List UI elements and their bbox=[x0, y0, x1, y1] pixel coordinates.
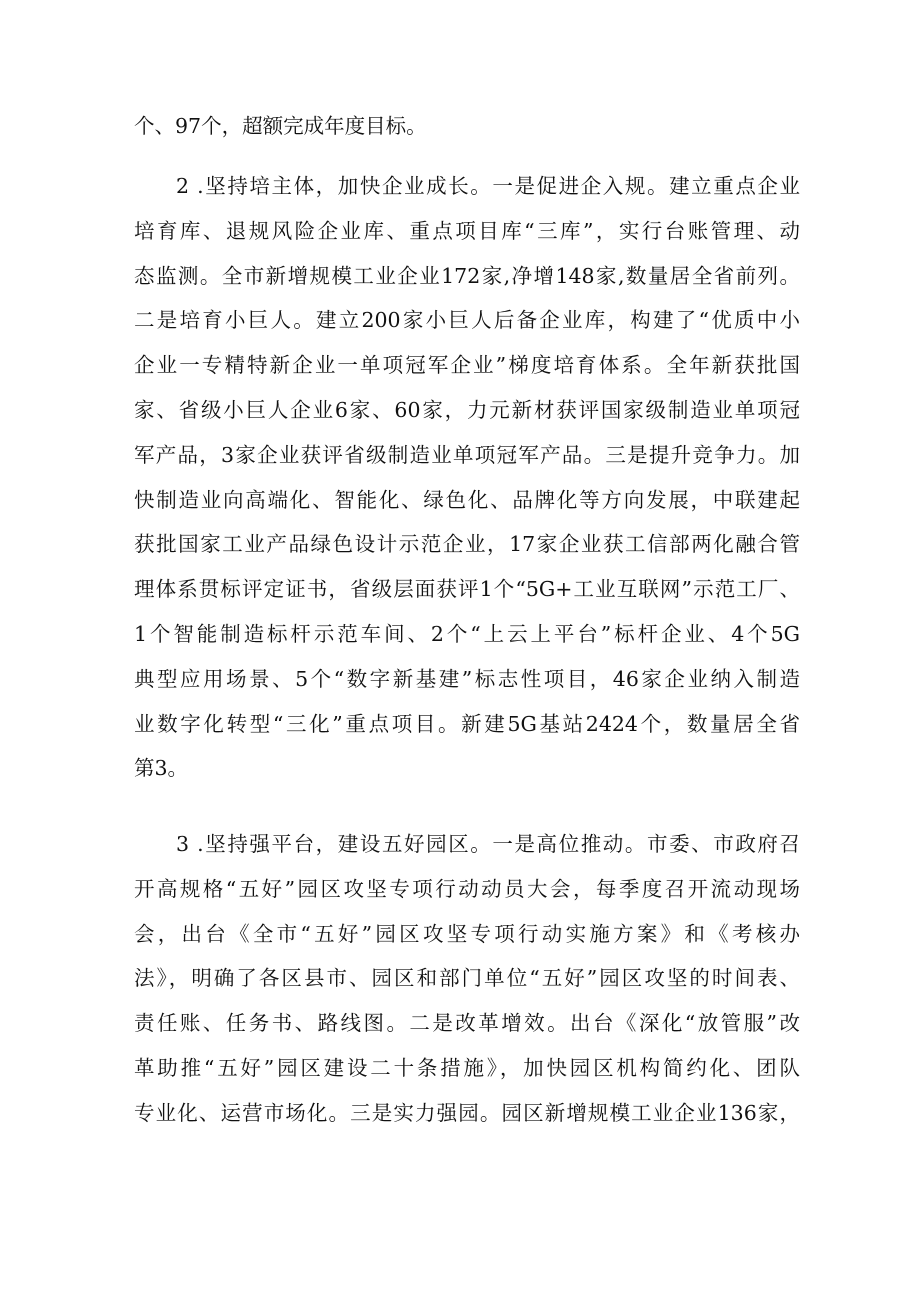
paragraph-enterprise-growth bbox=[134, 164, 800, 791]
text-line: 1个智能制造标杆示范车间、2个“上云上平台”标杆企业、4个5G bbox=[134, 621, 800, 646]
text-line: 军产品，3家企业获评省级制造业单项冠军产品。三是提升竞争力。加 bbox=[134, 442, 800, 467]
text-line: 家、省级小巨人企业6家、60家，力元新材获评国家级制造业单项冠 bbox=[134, 397, 800, 422]
text-line: 态监测。全市新增规模工业企业172家,净增148家,数量居全省前列。 bbox=[134, 263, 800, 288]
text-line: 责任账、任务书、路线图。二是改革增效。出台《深化“放管服”改 bbox=[134, 1011, 800, 1036]
paragraph-target-completion bbox=[134, 104, 800, 149]
text-line: 3 .坚持强平台，建设五好园区。一是高位推动。市委、市政府召 bbox=[176, 832, 800, 856]
text-line: 典型应用场景、5个“数字新基建”标志性项目，46家企业纳入制造 bbox=[134, 666, 800, 691]
text-line: 企业一专精特新企业一单项冠军企业”梯度培育体系。全年新获批国 bbox=[134, 353, 800, 378]
text-line: 开高规格“五好”园区攻坚专项行动动员大会，每季度召开流动现场 bbox=[134, 876, 800, 901]
text-line: 2 .坚持培主体，加快企业成长。一是促进企入规。建立重点企业 bbox=[176, 174, 800, 198]
text-line: 专业化、运营市场化。三是实力强园。园区新增规模工业企业136家， bbox=[134, 1100, 800, 1125]
text-line: 第3。 bbox=[134, 756, 189, 781]
paragraph-industrial-parks bbox=[134, 822, 800, 1136]
text-line: 获批国家工业产品绿色设计示范企业，17家企业获工信部两化融合管 bbox=[134, 532, 800, 557]
text-line: 个、97个，超额完成年度目标。 bbox=[134, 114, 427, 138]
text-line: 二是培育小巨人。建立200家小巨人后备企业库，构建了“优质中小 bbox=[134, 308, 800, 333]
text-line: 理体系贯标评定证书，省级层面获评1个“5G+工业互联网”示范工厂、 bbox=[134, 577, 800, 602]
text-line: 业数字化转型“三化”重点项目。新建5G基站2424个，数量居全省 bbox=[134, 711, 800, 736]
text-line: 法》，明确了各区县市、园区和部门单位“五好”园区攻坚的时间表、 bbox=[134, 966, 800, 991]
text-line: 会，出台《全市“五好”园区攻坚专项行动实施方案》和《考核办 bbox=[134, 921, 800, 946]
text-line: 革助推“五好”园区建设二十条措施》，加快园区机构简约化、团队 bbox=[134, 1055, 800, 1080]
text-line: 培育库、退规风险企业库、重点项目库“三库”，实行台账管理、动 bbox=[134, 218, 800, 243]
text-line: 快制造业向高端化、智能化、绿色化、品牌化等方向发展，中联建起 bbox=[134, 487, 800, 512]
